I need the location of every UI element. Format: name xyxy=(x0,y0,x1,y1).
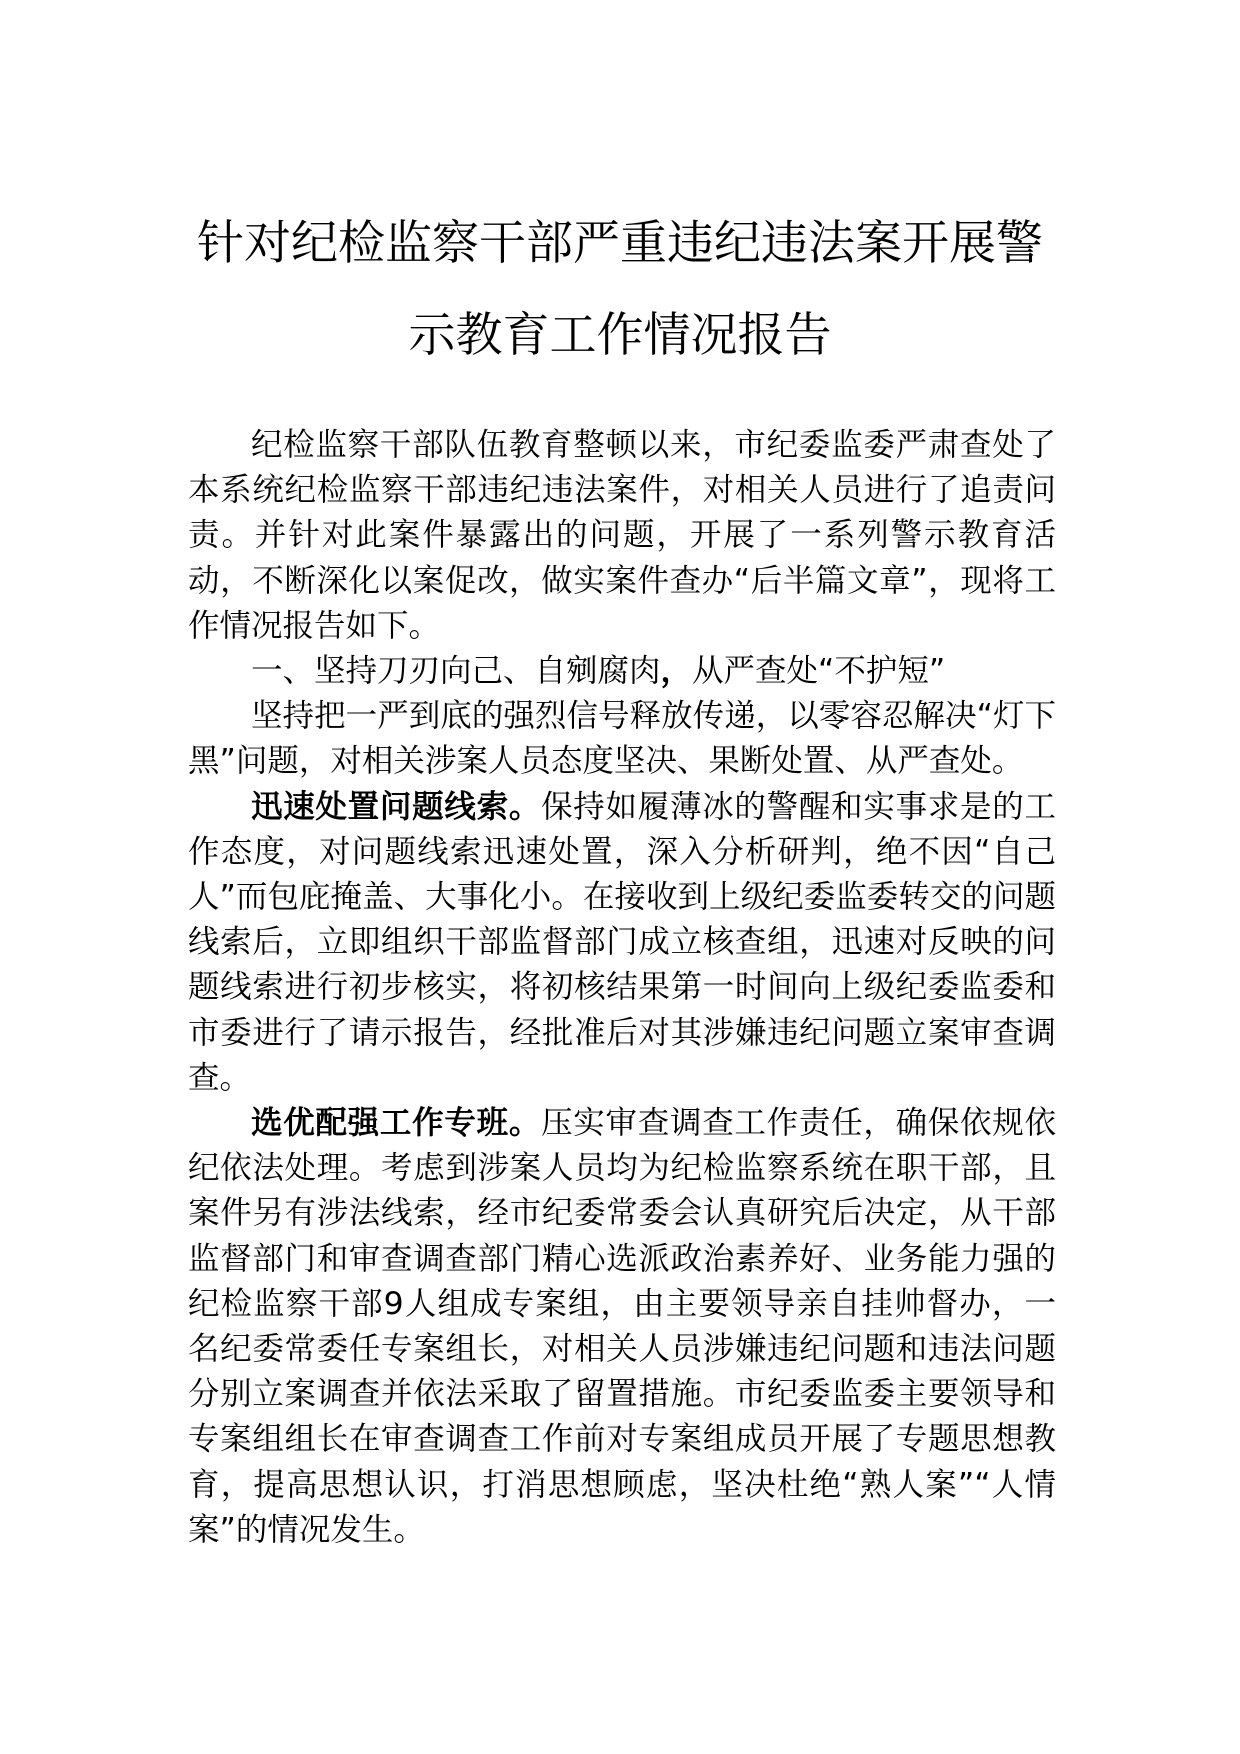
document-title-line-2: 示教育工作情况报告 xyxy=(408,308,832,363)
paragraph-rapid-handling-heading: 迅速处置问题线索。 xyxy=(251,788,542,825)
paragraph-task-force-text: 压实审查调查工作责任，确保依规依纪依法处理。考虑到涉案人员均为纪检监察系统在职干部，且案件另有涉法线索，经市纪委常委会认真研究后决定，从干部监督部门和审查调查部门精心选派政治素养好、业务能力强的纪检监察干部9人组成专案组，由主要领导亲自挂帅督办，一名纪委常委任专案组长，对相关人员涉嫌违纪问题和违法问题分别立案调查并依法采取了留置措施。市纪委监委主要领导和专案组组长在审查调查工作前对专案组成员开展了专题思想教育，提高思想认识，打消思想顾虑，坚决杜绝“熟人案”“人情案”的情况发生。 xyxy=(188,1105,1056,1548)
section-1-body-paragraph: 坚持把一严到底的强烈信号释放传递，以零容忍解决“灯下黑”问题，对相关涉案人员态度坚决、果断处置、从严查处。 xyxy=(188,698,1056,780)
section-1-heading xyxy=(188,649,1056,694)
paragraph-rapid-handling xyxy=(188,785,1056,1101)
document-body xyxy=(188,423,1056,1553)
paragraph-task-force xyxy=(188,1101,1056,1553)
section-1-heading-part-b: 从严查处“不护短” xyxy=(692,653,946,690)
section-1-heading-comma: ， xyxy=(660,653,693,690)
paragraph-task-force-heading: 选优配强工作专班。 xyxy=(251,1105,542,1142)
intro-paragraph: 纪检监察干部队伍教育整顿以来，市纪委监委严肃查处了本系统纪检监察干部违纪违法案件，对相关人员进行了追责问责。并针对此案件暴露出的问题，开展了一系列警示教育活动，不断深化以案促改，做实案件查办“后半篇文章”，现将工作情况报告如下。 xyxy=(188,427,1056,644)
section-1-heading-part-a: 一、坚持刀刃向己、自剜腐肉 xyxy=(251,653,661,690)
document-title-line-1: 针对纪检监察干部严重违纪违法案开展警 xyxy=(197,216,1043,271)
paragraph-rapid-handling-text: 保持如履薄冰的警醒和实事求是的工作态度，对问题线索迅速处置，深入分析研判，绝不因“自己人”而包庇掩盖、大事化小。在接收到上级纪委监委转交的问题线索后，立即组织干部监督部门成立核查组，迅速对反映的问题线索进行初步核实，将初核结果第一时间向上级纪委监委和市委进行了请示报告，经批准后对其涉嫌违纪问题立案审查调查。 xyxy=(188,788,1056,1096)
